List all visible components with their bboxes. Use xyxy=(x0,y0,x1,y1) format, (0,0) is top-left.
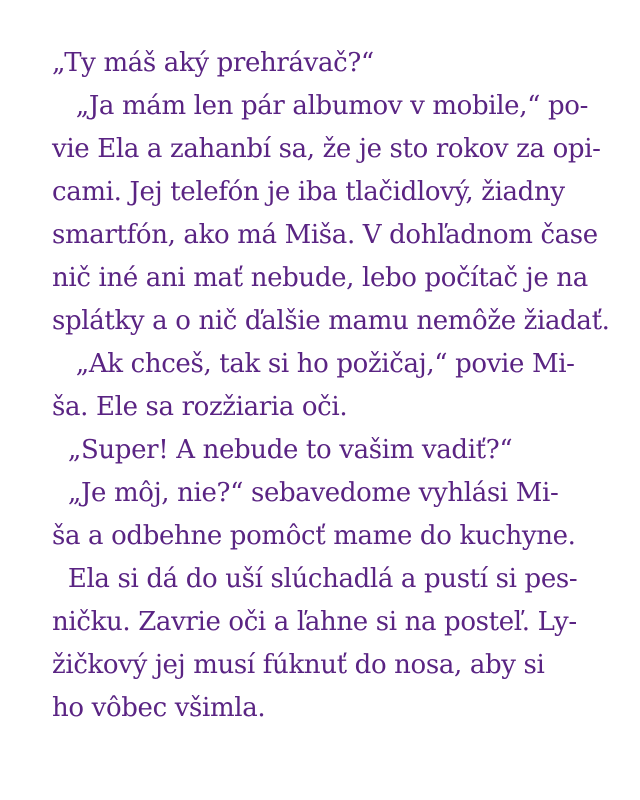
text-line-8: „Ak chceš, tak si ho požičaj,“ povie Mi- xyxy=(52,349,575,379)
text-line-7: splátky a o nič ďalšie mamu nemôže žiadať. xyxy=(52,306,610,336)
text-line-3: vie Ela a zahanbí sa, že je sto rokov za opi- xyxy=(52,134,601,164)
story-text xyxy=(52,42,612,730)
text-line-6: nič iné ani mať nebude, lebo počítač je na xyxy=(52,263,588,293)
text-line-5: smartfón, ako má Miša. V dohľadnom čase xyxy=(52,220,598,250)
text-line-4: cami. Jej telefón je iba tlačidlový, žiadny xyxy=(52,177,565,207)
text-line-1: „Ty máš aký prehrávač?“ xyxy=(52,48,374,78)
text-line-16: ho vôbec všimla. xyxy=(52,693,266,723)
text-line-10: „Super! A nebude to vašim vadiť?“ xyxy=(52,435,513,465)
text-line-12: ša a odbehne pomôcť mame do kuchyne. xyxy=(52,521,576,551)
text-line-2: „Ja mám len pár albumov v mobile,“ po- xyxy=(52,91,589,121)
text-line-14: ničku. Zavrie oči a ľahne si na posteľ. Ly- xyxy=(52,607,577,637)
text-line-11: „Je môj, nie?“ sebavedome vyhlási Mi- xyxy=(52,478,559,508)
text-line-13: Ela si dá do uší slúchadlá a pustí si pes- xyxy=(52,564,578,594)
text-line-9: ša. Ele sa rozžiaria oči. xyxy=(52,392,348,422)
text-line-15: žičkový jej musí fúknuť do nosa, aby si xyxy=(52,650,545,680)
